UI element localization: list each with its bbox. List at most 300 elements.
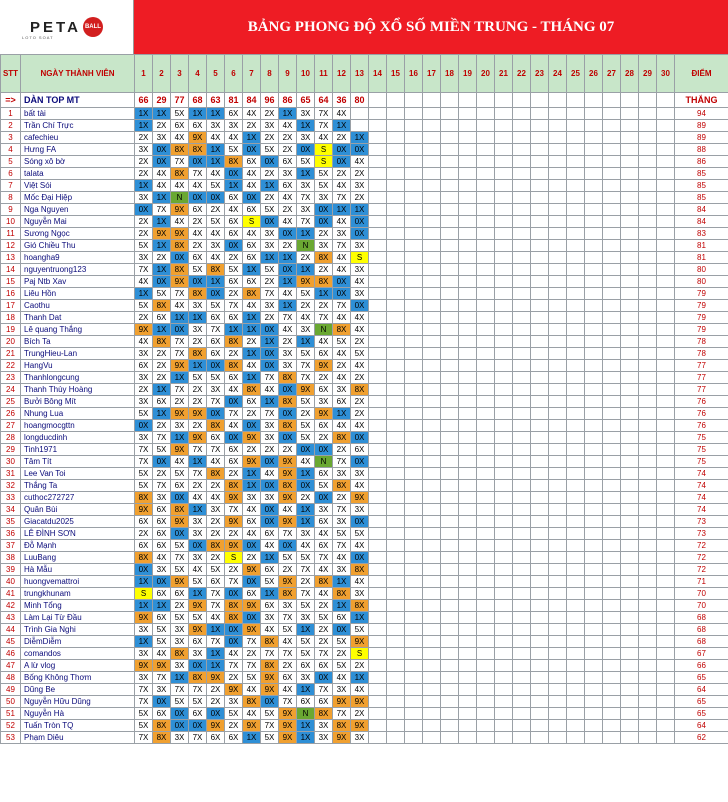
day-cell: [603, 648, 621, 660]
day-cell: 4X: [315, 588, 333, 600]
day-cell: [531, 468, 549, 480]
day-cell: [567, 204, 585, 216]
day-cell: 5X: [135, 240, 153, 252]
day-cell: 3X: [135, 624, 153, 636]
table-row: [1, 192, 728, 204]
day-cell: [459, 216, 477, 228]
day-cell: 3X: [315, 720, 333, 732]
day-cell: [603, 300, 621, 312]
day-cell: 9X: [333, 732, 351, 744]
day-cell: 9X: [189, 624, 207, 636]
day-cell: [621, 504, 639, 516]
day-cell: S: [351, 648, 369, 660]
day-cell: 5X: [153, 624, 171, 636]
day-cell: 1X: [207, 660, 225, 672]
row-stt: 30: [1, 456, 21, 468]
day-cell: 0X: [207, 192, 225, 204]
day-cell: [657, 732, 675, 744]
day-cell: [657, 612, 675, 624]
day-cell: 1X: [189, 456, 207, 468]
day-cell: 6X: [135, 540, 153, 552]
day-cell: [369, 300, 387, 312]
day-cell: [387, 396, 405, 408]
day-cell: 3X: [135, 192, 153, 204]
day-cell: [441, 456, 459, 468]
day-cell: 3X: [153, 684, 171, 696]
day-cell: 3X: [189, 552, 207, 564]
day-cell: [405, 300, 423, 312]
day-cell: 8X: [207, 264, 225, 276]
day-cell: [549, 732, 567, 744]
day-cell: [621, 456, 639, 468]
day-cell: [603, 384, 621, 396]
day-cell: 2X: [171, 600, 189, 612]
table-row: [1, 456, 728, 468]
day-cell: 2X: [315, 636, 333, 648]
table-row: [1, 324, 728, 336]
day-cell: 2X: [261, 444, 279, 456]
day-cell: [495, 624, 513, 636]
day-cell: [549, 132, 567, 144]
day-cell: [477, 288, 495, 300]
day-cell: [441, 144, 459, 156]
day-cell: 6X: [171, 588, 189, 600]
day-cell: 3X: [135, 372, 153, 384]
day-cell: 4X: [225, 384, 243, 396]
table-row: [1, 528, 728, 540]
day-cell: [369, 708, 387, 720]
day-cell: 2X: [297, 252, 315, 264]
day-cell: 2X: [279, 660, 297, 672]
day-cell: [387, 228, 405, 240]
day-cell: [657, 516, 675, 528]
day-cell: [603, 636, 621, 648]
day-cell: [387, 720, 405, 732]
day-cell: [639, 612, 657, 624]
day-cell: [405, 552, 423, 564]
day-cell: [405, 408, 423, 420]
day-cell: [387, 108, 405, 120]
day-cell: [549, 252, 567, 264]
day-cell: 0X: [153, 156, 171, 168]
day-cell: 6X: [207, 732, 225, 744]
day-cell: [513, 384, 531, 396]
day-cell: [531, 480, 549, 492]
day-cell: [603, 120, 621, 132]
day-cell: 2X: [279, 336, 297, 348]
day-cell: [369, 408, 387, 420]
day-cell: [459, 384, 477, 396]
day-cell: [441, 588, 459, 600]
day-cell: [567, 576, 585, 588]
day-cell: [495, 240, 513, 252]
day-cell: 7X: [315, 648, 333, 660]
day-cell: [459, 432, 477, 444]
day-cell: 7X: [333, 540, 351, 552]
day-cell: [531, 612, 549, 624]
day-cell: 8X: [279, 588, 297, 600]
row-points: 72: [675, 552, 728, 564]
day-cell: [549, 624, 567, 636]
table-row: [1, 252, 728, 264]
day-cell: 9X: [171, 360, 189, 372]
day-cell: [495, 132, 513, 144]
day-cell: 5X: [207, 564, 225, 576]
day-cell: [441, 468, 459, 480]
day-cell: [495, 264, 513, 276]
day-cell: [603, 132, 621, 144]
day-cell: [495, 492, 513, 504]
day-cell: 1X: [153, 216, 171, 228]
day-cell: [549, 480, 567, 492]
day-cell: [495, 696, 513, 708]
day-cell: 1X: [243, 324, 261, 336]
day-cell: 0X: [261, 348, 279, 360]
day-cell: [369, 672, 387, 684]
day-cell: 0X: [171, 324, 189, 336]
day-cell: 4X: [243, 360, 261, 372]
day-cell: [387, 276, 405, 288]
row-member-name: Lê quang Thắng: [21, 324, 135, 336]
day-cell: [621, 144, 639, 156]
day-cell: 2X: [207, 696, 225, 708]
day-cell: [657, 648, 675, 660]
day-cell: 0X: [189, 660, 207, 672]
day-cell: 8X: [333, 588, 351, 600]
day-cell: [459, 276, 477, 288]
day-cell: [531, 432, 549, 444]
day-cell: 8X: [207, 420, 225, 432]
day-cell: [657, 108, 675, 120]
day-cell: 4X: [243, 180, 261, 192]
day-cell: 2X: [243, 648, 261, 660]
day-cell: [441, 552, 459, 564]
day-cell: [423, 180, 441, 192]
day-cell: 8X: [189, 672, 207, 684]
day-cell: [423, 696, 441, 708]
day-cell: [387, 708, 405, 720]
day-cell: 1X: [279, 108, 297, 120]
day-cell: 4X: [153, 648, 171, 660]
column-header-points: ĐIỂM: [675, 55, 728, 93]
day-cell: [639, 660, 657, 672]
day-cell: [405, 288, 423, 300]
day-cell: [657, 444, 675, 456]
day-cell: [405, 396, 423, 408]
day-cell: [513, 264, 531, 276]
day-cell: [477, 336, 495, 348]
row-member-name: Dũng Be: [21, 684, 135, 696]
day-cell: 4X: [333, 372, 351, 384]
day-cell: [585, 732, 603, 744]
day-cell: 5X: [207, 372, 225, 384]
day-cell: 6X: [189, 252, 207, 264]
day-cell: 6X: [171, 480, 189, 492]
day-cell: [477, 360, 495, 372]
day-cell: [495, 540, 513, 552]
day-cell: 2X: [207, 204, 225, 216]
day-cell: [423, 432, 441, 444]
day-cell: [513, 420, 531, 432]
day-cell: [369, 444, 387, 456]
top-value: [459, 93, 477, 108]
logo: [0, 0, 134, 54]
day-cell: 4X: [153, 552, 171, 564]
day-cell: [477, 612, 495, 624]
day-cell: [495, 672, 513, 684]
day-cell: [477, 132, 495, 144]
day-cell: [423, 300, 441, 312]
row-member-name: Bống Không Thơm: [21, 672, 135, 684]
column-header-day: 22: [513, 55, 531, 93]
row-points: 77: [675, 372, 728, 384]
day-cell: [423, 252, 441, 264]
day-cell: [513, 696, 531, 708]
day-cell: [423, 204, 441, 216]
row-stt: 18: [1, 312, 21, 324]
day-cell: [639, 276, 657, 288]
day-cell: [657, 336, 675, 348]
row-member-name: cafechieu: [21, 132, 135, 144]
day-cell: 3X: [171, 624, 189, 636]
day-cell: 9X: [297, 276, 315, 288]
day-cell: 6X: [207, 336, 225, 348]
day-cell: [477, 324, 495, 336]
day-cell: [441, 696, 459, 708]
day-cell: 4X: [279, 216, 297, 228]
day-cell: [369, 600, 387, 612]
day-cell: [495, 420, 513, 432]
day-cell: [639, 516, 657, 528]
day-cell: 6X: [279, 156, 297, 168]
row-stt: 2: [1, 120, 21, 132]
day-cell: 7X: [207, 444, 225, 456]
day-cell: [585, 444, 603, 456]
day-cell: [549, 708, 567, 720]
day-cell: [639, 420, 657, 432]
day-cell: 0X: [333, 156, 351, 168]
day-cell: 0X: [333, 276, 351, 288]
table-row: [1, 240, 728, 252]
day-cell: [513, 672, 531, 684]
day-cell: [585, 456, 603, 468]
column-header-day: 5: [207, 55, 225, 93]
day-cell: 3X: [135, 432, 153, 444]
row-member-name: Nhung Lua: [21, 408, 135, 420]
day-cell: 7X: [279, 528, 297, 540]
day-cell: [621, 216, 639, 228]
day-cell: [495, 180, 513, 192]
day-cell: 8X: [189, 144, 207, 156]
day-cell: 1X: [243, 372, 261, 384]
column-header-day: 18: [441, 55, 459, 93]
table-row: [1, 408, 728, 420]
row-stt: 32: [1, 480, 21, 492]
day-cell: 8X: [225, 360, 243, 372]
day-cell: [549, 576, 567, 588]
day-cell: 6X: [135, 360, 153, 372]
day-cell: 3X: [351, 504, 369, 516]
row-member-name: TrungHieu-Lan: [21, 348, 135, 360]
day-cell: [567, 636, 585, 648]
day-cell: 6X: [225, 456, 243, 468]
day-cell: [405, 120, 423, 132]
day-cell: [549, 336, 567, 348]
day-cell: [549, 228, 567, 240]
day-cell: 8X: [153, 732, 171, 744]
day-cell: [549, 408, 567, 420]
day-cell: [441, 300, 459, 312]
top-value: [423, 93, 441, 108]
day-cell: [621, 420, 639, 432]
row-stt: 5: [1, 156, 21, 168]
day-cell: [441, 408, 459, 420]
day-cell: [513, 144, 531, 156]
day-cell: [387, 300, 405, 312]
day-cell: [441, 264, 459, 276]
day-cell: [621, 660, 639, 672]
row-member-name: Bưởi Bông Mít: [21, 396, 135, 408]
day-cell: [585, 264, 603, 276]
day-cell: 4X: [351, 156, 369, 168]
day-cell: 2X: [279, 240, 297, 252]
day-cell: [567, 588, 585, 600]
day-cell: 9X: [279, 492, 297, 504]
day-cell: [585, 432, 603, 444]
day-cell: [657, 300, 675, 312]
row-points: 79: [675, 312, 728, 324]
day-cell: 9X: [135, 660, 153, 672]
day-cell: 6X: [153, 528, 171, 540]
day-cell: [531, 720, 549, 732]
day-cell: [549, 360, 567, 372]
day-cell: [567, 468, 585, 480]
day-cell: [639, 504, 657, 516]
day-cell: 7X: [297, 588, 315, 600]
day-cell: [477, 504, 495, 516]
day-cell: [477, 408, 495, 420]
day-cell: [531, 264, 549, 276]
day-cell: [423, 336, 441, 348]
day-cell: [459, 156, 477, 168]
day-cell: 3X: [135, 396, 153, 408]
table-row: [1, 108, 728, 120]
row-stt: 47: [1, 660, 21, 672]
day-cell: [639, 636, 657, 648]
day-cell: [657, 288, 675, 300]
day-cell: 2X: [297, 408, 315, 420]
day-cell: [621, 516, 639, 528]
day-cell: [585, 276, 603, 288]
day-cell: [405, 708, 423, 720]
day-cell: 4X: [207, 228, 225, 240]
day-cell: [369, 204, 387, 216]
row-stt: 51: [1, 708, 21, 720]
top-label: DÀN TOP MT: [21, 93, 135, 108]
day-cell: [369, 336, 387, 348]
day-cell: 2X: [135, 228, 153, 240]
day-cell: 1X: [171, 672, 189, 684]
day-cell: [369, 576, 387, 588]
day-cell: [603, 180, 621, 192]
day-cell: [405, 588, 423, 600]
day-cell: [531, 408, 549, 420]
day-cell: [531, 708, 549, 720]
day-cell: 1X: [333, 576, 351, 588]
day-cell: [387, 564, 405, 576]
table-row: [1, 360, 728, 372]
row-stt: 27: [1, 420, 21, 432]
day-cell: [585, 576, 603, 588]
day-cell: [657, 168, 675, 180]
day-cell: 8X: [315, 708, 333, 720]
day-cell: [405, 468, 423, 480]
day-cell: 4X: [243, 708, 261, 720]
day-cell: 1X: [207, 144, 225, 156]
day-cell: [459, 324, 477, 336]
day-cell: 6X: [207, 348, 225, 360]
day-cell: 2X: [315, 264, 333, 276]
day-cell: 4X: [171, 216, 189, 228]
row-stt: 20: [1, 336, 21, 348]
row-points: 74: [675, 468, 728, 480]
day-cell: 0X: [171, 492, 189, 504]
row-stt: 10: [1, 216, 21, 228]
day-cell: 7X: [315, 684, 333, 696]
day-cell: 0X: [225, 588, 243, 600]
day-cell: [513, 600, 531, 612]
day-cell: 0X: [207, 360, 225, 372]
day-cell: 6X: [333, 396, 351, 408]
day-cell: [531, 132, 549, 144]
table-row: [1, 564, 728, 576]
day-cell: [441, 672, 459, 684]
day-cell: 7X: [315, 312, 333, 324]
day-cell: 0X: [279, 228, 297, 240]
day-cell: [369, 348, 387, 360]
day-cell: [459, 264, 477, 276]
day-cell: 7X: [297, 192, 315, 204]
day-cell: [531, 732, 549, 744]
day-cell: 6X: [225, 108, 243, 120]
day-cell: [621, 360, 639, 372]
day-cell: [423, 396, 441, 408]
day-cell: 5X: [297, 648, 315, 660]
day-cell: [495, 144, 513, 156]
day-cell: [621, 228, 639, 240]
day-cell: 6X: [243, 156, 261, 168]
day-cell: [423, 408, 441, 420]
day-cell: 6X: [189, 120, 207, 132]
day-cell: [621, 168, 639, 180]
day-cell: 3X: [279, 348, 297, 360]
day-cell: [495, 480, 513, 492]
row-points: 78: [675, 336, 728, 348]
day-cell: 3X: [297, 180, 315, 192]
table-row: [1, 720, 728, 732]
day-cell: 0X: [261, 516, 279, 528]
day-cell: 6X: [333, 612, 351, 624]
day-cell: [387, 348, 405, 360]
day-cell: 0X: [171, 708, 189, 720]
day-cell: [495, 516, 513, 528]
day-cell: [495, 600, 513, 612]
top-value: [549, 93, 567, 108]
day-cell: 0X: [243, 420, 261, 432]
day-cell: [387, 120, 405, 132]
day-cell: 4X: [135, 276, 153, 288]
day-cell: [549, 540, 567, 552]
